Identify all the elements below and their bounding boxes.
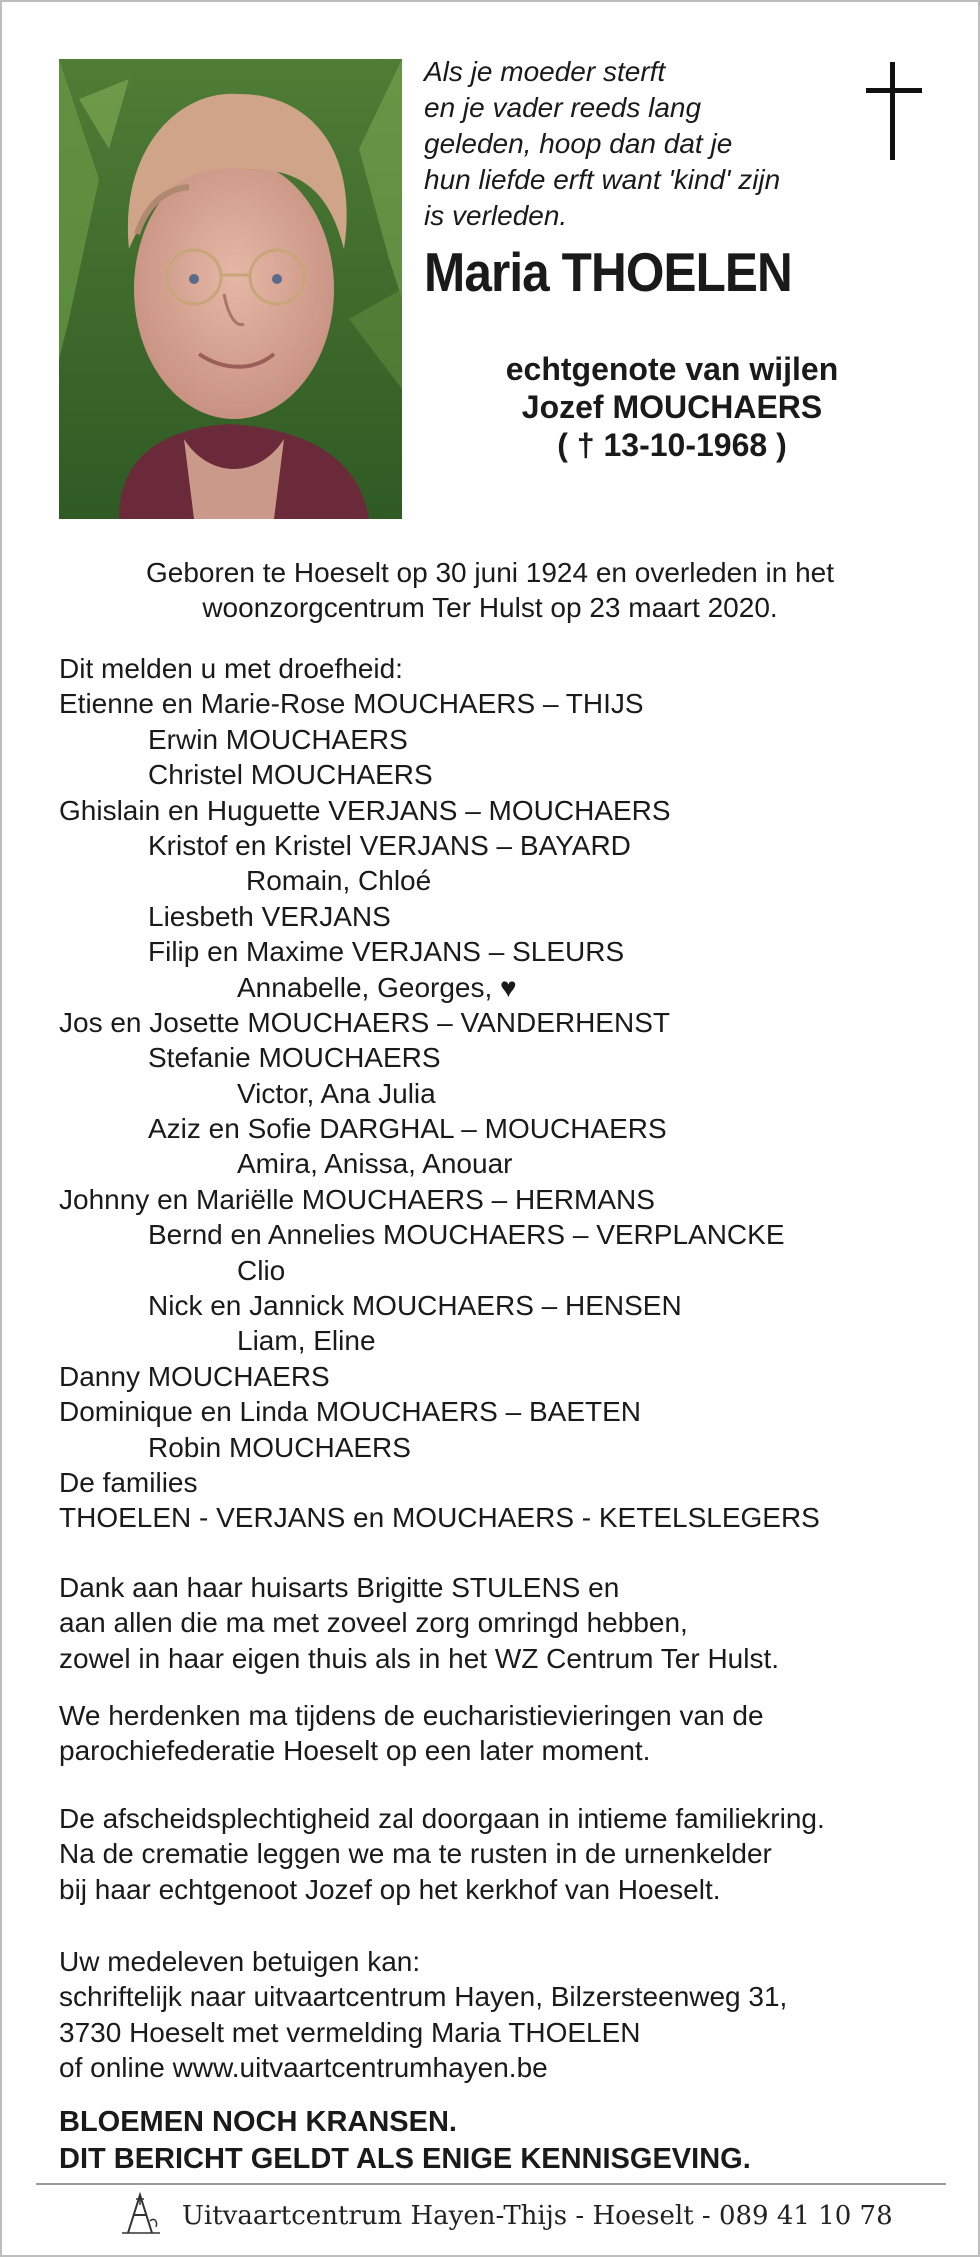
mourner-line: Annabelle, Georges, ♥ — [237, 971, 517, 1003]
birth-death-info — [30, 555, 950, 625]
farewell-paragraph — [59, 1801, 949, 1907]
mourner-line: Amira, Anissa, Anouar — [237, 1148, 513, 1180]
funeral-home-logo-icon — [120, 2191, 162, 2237]
mourner-line: De families — [59, 1466, 198, 1498]
thanks-line: zowel in haar eigen thuis als in het WZ Centrum Ter Hulst. — [59, 1642, 780, 1674]
condolences-line: 3730 Hoeselt met vermelding Maria THOELEN — [59, 2016, 641, 2048]
mourner-line: Johnny en Mariëlle MOUCHAERS – HERMANS — [59, 1183, 655, 1215]
mourner-line: Bernd en Annelies MOUCHAERS – VERPLANCKE — [148, 1219, 785, 1251]
no-flowers-notice: BLOEMEN NOCH KRANSEN. — [59, 2106, 457, 2138]
poem-line: geleden, hoop dan dat je — [424, 128, 733, 159]
mourner-line: Filip en Maxime VERJANS – SLEURS — [148, 936, 625, 968]
footer-text: Uitvaartcentrum Hayen-Thijs - Hoeselt - 089 41 10 78 — [182, 2201, 893, 2231]
mourner-line: Dominique en Linda MOUCHAERS – BAETEN — [59, 1396, 642, 1428]
mourner-line: THOELEN - VERJANS en MOUCHAERS - KETELSLEGERS — [59, 1502, 820, 1534]
mourner-line: Ghislain en Huguette VERJANS – MOUCHAERS — [59, 794, 671, 826]
spouse-name: Jozef MOUCHAERS — [521, 389, 823, 425]
mourner-line: Jos en Josette MOUCHAERS – VANDERHENST — [59, 1006, 670, 1038]
mourner-line: Liesbeth VERJANS — [148, 900, 391, 932]
birth-death-line: Geboren te Hoeselt op 30 juni 1924 en overleden in het — [145, 557, 835, 588]
poem — [424, 54, 884, 234]
mourner-line: Kristof en Kristel VERJANS – BAYARD — [148, 829, 631, 861]
spouse-info — [402, 350, 942, 464]
commemoration-line: parochiefederatie Hoeselt op een later moment. — [59, 1735, 651, 1767]
commemoration-line: We herdenken ma tijdens de eucharistievieringen van de — [59, 1700, 764, 1731]
mourner-line: Clio — [237, 1254, 286, 1286]
mourners-list — [59, 651, 939, 1536]
mourner-line: Etienne en Marie-Rose MOUCHAERS – THIJS — [59, 688, 644, 720]
poem-line: en je vader reeds lang — [424, 92, 702, 123]
mourner-line: Nick en Jannick MOUCHAERS – HENSEN — [148, 1290, 682, 1322]
farewell-line: De afscheidsplechtigheid zal doorgaan in intieme familiekring. — [59, 1803, 825, 1834]
condolences-line: of online www.uitvaartcentrumhayen.be — [59, 2052, 548, 2084]
mourner-line: Stefanie MOUCHAERS — [148, 1042, 441, 1074]
mourner-line: Aziz en Sofie DARGHAL – MOUCHAERS — [148, 1113, 667, 1145]
poem-line: Als je moeder sterft — [424, 56, 666, 87]
mourner-line: Victor, Ana Julia — [237, 1077, 436, 1109]
mourner-line: Danny MOUCHAERS — [59, 1360, 330, 1392]
thanks-paragraph — [59, 1570, 949, 1676]
mourner-line: Romain, Chloé — [246, 865, 432, 897]
poem-line: hun liefde erft want 'kind' zijn — [424, 164, 781, 195]
mourner-line: Liam, Eline — [237, 1325, 376, 1357]
portrait-photo — [59, 59, 402, 519]
farewell-line: Na de crematie leggen we ma te rusten in de urnenkelder — [59, 1838, 772, 1870]
thanks-line: aan allen die ma met zoveel zorg omringd hebben, — [59, 1607, 688, 1639]
footer-divider — [36, 2183, 946, 2185]
cross-icon — [866, 62, 922, 160]
birth-death-line: woonzorgcentrum Ter Hulst op 23 maart 2020. — [202, 592, 778, 623]
footer — [120, 2191, 893, 2241]
mourner-line: Erwin MOUCHAERS — [148, 723, 408, 755]
mourners-intro: Dit melden u met droefheid: — [59, 653, 403, 684]
commemoration-paragraph — [59, 1698, 949, 1769]
condolences-line: Uw medeleven betuigen kan: — [59, 1946, 421, 1977]
farewell-line: bij haar echtgenoot Jozef op het kerkhof van Hoeselt. — [59, 1873, 721, 1905]
thanks-line: Dank aan haar huisarts Brigitte STULENS en — [59, 1572, 620, 1603]
notices — [59, 2104, 949, 2178]
mourner-line: Robin MOUCHAERS — [148, 1431, 411, 1463]
condolences-paragraph — [59, 1944, 949, 2086]
official-notice: DIT BERICHT GELDT ALS ENIGE KENNISGEVING. — [59, 2143, 751, 2175]
spouse-death-date: ( † 13-10-1968 ) — [557, 427, 787, 463]
spouse-line: echtgenote van wijlen — [505, 351, 839, 387]
poem-line: is verleden. — [424, 200, 568, 231]
deceased-name: Maria THOELEN — [424, 241, 792, 303]
condolences-line: schriftelijk naar uitvaartcentrum Hayen, Bilzersteenweg 31, — [59, 1981, 788, 2013]
mourner-line: Christel MOUCHAERS — [148, 759, 433, 791]
